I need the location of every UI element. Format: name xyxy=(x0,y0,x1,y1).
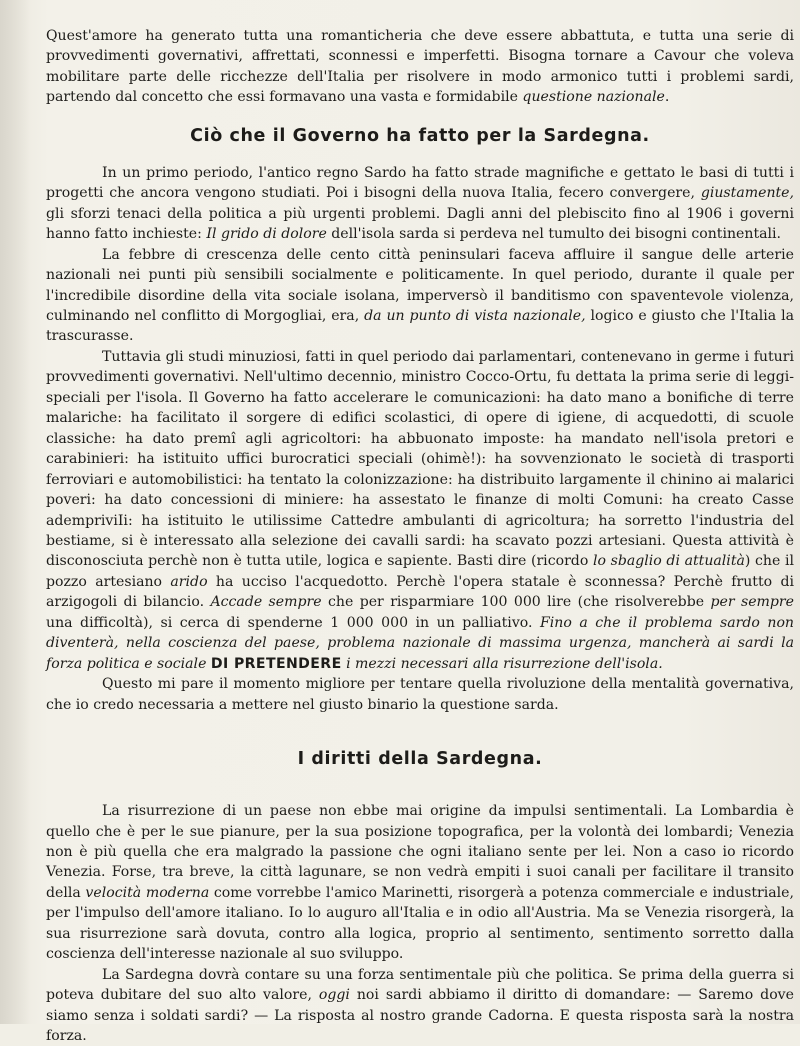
paragraph-mentality-revolution: Questo mi pare il momento migliore per tentare quella rivoluzione della mentalità governativa, che io credo necessaria a mettere nel giusto binario la questione sarda. xyxy=(46,676,794,713)
emphasis-caps: DI PRETENDERE xyxy=(210,655,342,672)
paragraph-resurrection: La risurrezione di un paese non ebbe mai origine da impulsi sentimentali. La Lombardia è quello che è per le sue pianure, per la sua posizione topografica, per la volontà dei lombardi; Venezia non è più quella che era malgrado la passione che ogni italiano sente per lei. Non a caso io ricordo Venezia. Forse, tra breve, la città lagunare, se non vedrà empiti i suoi canali per facilitare il transito della velocità moderna come vorrebbe l'amico Marinetti, risorgerà a potenza commerciale e industriale, per l'impulso dell'amore italiano. Io lo auguro all'Italia e in odio all'Austria. Ma se Venezia risorgerà, la sua risurrezione sarà dovuta, contro alla logica, proprio al sentimento, sentimento sorretto dalla coscienza dell'interesse nazionale al suo sviluppo. xyxy=(46,803,794,963)
intro-paragraph: Quest'amore ha generato tutta una romanticheria che deve essere abbattuta, e tutta una serie di provvedimenti governativi, affrettati, sconnessi e imperfetti. Bisogna tornare a Cavour che voleva mobilitare parte delle ricchezze dell'Italia per risolvere in modo armonico tutti i problemi sardi, partendo dal concetto che essi formavano una vasta e formidabile questione nazionale. xyxy=(46,28,794,106)
section-heading-rights: I diritti della Sardegna. xyxy=(297,749,543,770)
paragraph-first-period: In un primo periodo, l'antico regno Sardo ha fatto strade magnifiche e gettato le basi di tutti i progetti che ancora vengono studiati. Poi i bisogni della nuova Italia, fecero convergere, giustamente, gli sforzi tenaci della politica a più urgenti problemi. Dagli anni del plebiscito fino al 1906 i governi hanno fatto inchieste: Il grido di dolore dell'isola sarda si perdeva nel tumulto dei bisogni continentali. xyxy=(46,164,794,243)
paragraph-government-measures: Tuttavia gli studi minuziosi, fatti in quel periodo dai parlamentari, contenevano in germe i futuri provvedimenti governativi. Nell'ultimo decennio, ministro Cocco-Ortu, fu dettata la prima serie di leggi-speciali per l'isola. Il Governo ha fatto accelerare le comunicazioni: ha dato mano a bonifiche di terre malariche: ha facilitato il sorgere di edifici scolastici, di opere di igiene, di acquedotti, di scuole classiche: ha dato premî agli agricoltori: ha abbuonato imposte: ha mandato nell'isola pretori e carabinieri: ha istituito uffici burocratici speciali (ohimè!): ha sovvenzionato le società di trasporti ferroviari e automobilistici: ha tentato la colonizzazione: ha distribuito largamente il chinino ai malarici poveri: ha dato concessioni di miniere: ha assestato le finanze di molti Comuni: ha creato Casse adempriviIi: ha istituito le utilissime Cattedre ambulanti di agricoltura; ha sorretto l'industria del bestiame, si è interessato alla selezione dei cavalli sardi: ha scavato pozzi artesiani. Questa attività è disconosciuta perchè non è tutta utile, logica e sapiente. Basti dire (ricordo lo sbaglio di attualità) che il pozzo artesiano arido ha ucciso l'acquedotto. Perchè l'opera statale è sconnessa? Perchè frutto di arzigogoli di bilancio. Accade sempre che per risparmiare 100 000 lire (che risolverebbe per sempre una difficoltà), si cerca di spenderne 1 000 000 in un palliativo. Fino a che il problema sardo non diventerà, nella coscienza del paese, problema nazionale di massima urgenza, mancherà ai sardi la forza politica e sociale DI PRETENDERE i mezzi necessari alla risurrezione dell'isola. xyxy=(46,348,795,672)
paragraph-sentimental-force: La Sardegna dovrà contare su una forza sentimentale più che politica. Se prima della guerra si poteva dubitare del suo alto valore, oggi noi sardi abbiamo il diritto di domandare: — Saremo dove siamo senza i soldati sardi? — La risposta al nostro grande Cadorna. E questa risposta sarà la nostra forza. xyxy=(46,966,794,1045)
paragraph-growth-fever: La febbre di crescenza delle cento città peninsulari faceva affluire il sangue delle arterie nazionali nei punti più sensibili socialmente e politicamente. In quel periodo, durante il quale per l'incredibile disordine della vita sociale isolana, imperversò il banditismo con spaventevole violenza, culminando nel conflitto di Morgogliai, era, da un punto di vista nazionale, logico e giusto che l'Italia la trascurasse. xyxy=(46,246,794,345)
section-heading-government: Ciò che il Governo ha fatto per la Sardegna. xyxy=(190,125,650,146)
